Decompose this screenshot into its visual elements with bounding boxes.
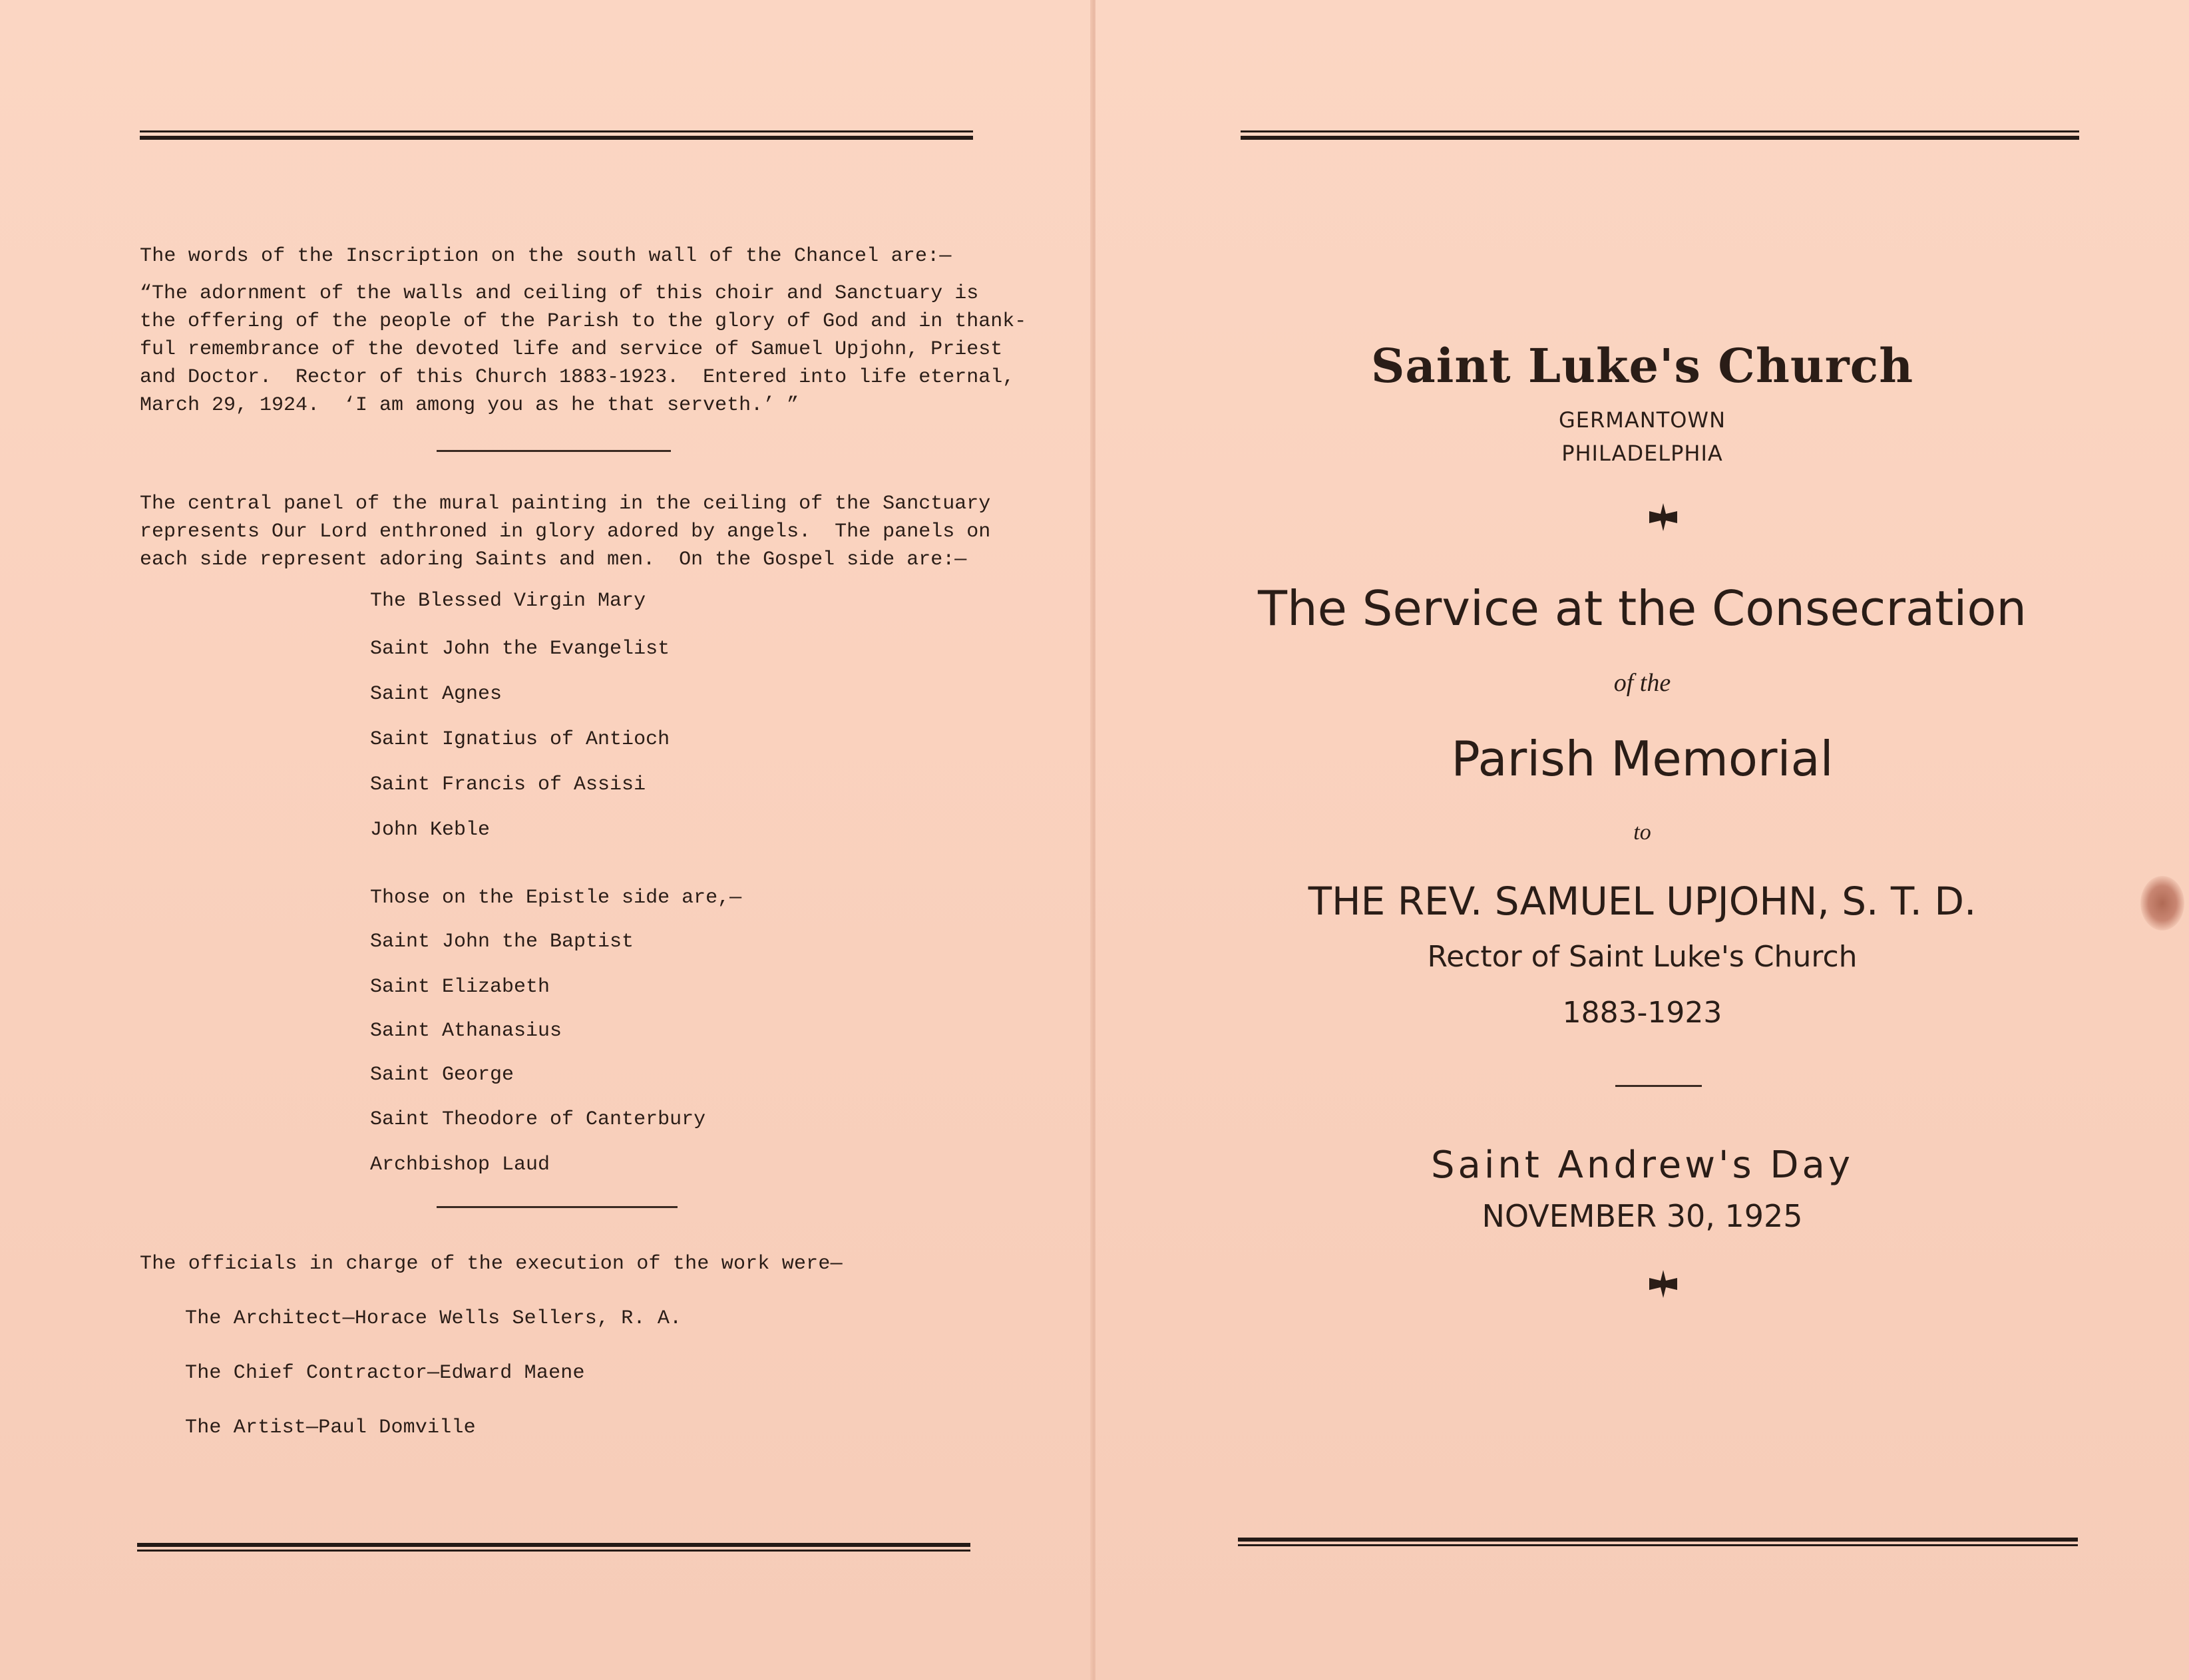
- inscription-line: March 29, 1924. ‘I am among you as he that serveth.’ ”: [140, 394, 799, 417]
- inscription-line: the offering of the people of the Parish to the glory of God and in thank-: [140, 310, 1027, 333]
- to-text: to: [1633, 820, 1651, 845]
- divider-rule: [1615, 1085, 1702, 1087]
- epistle-intro: Those on the Epistle side are,—: [370, 887, 742, 909]
- list-item: John Keble: [370, 819, 491, 841]
- bottom-double-rule-left: [137, 1543, 970, 1551]
- list-item: Saint Ignatius of Antioch: [370, 728, 670, 751]
- inscription-line: “The adornment of the walls and ceiling of this choir and Sanctuary is: [140, 282, 979, 305]
- list-item: Saint John the Baptist: [370, 931, 634, 953]
- cross-pattee-icon: [1648, 502, 1679, 532]
- mural-line: each side represent adoring Saints and men. On the Gospel side are:—: [140, 548, 967, 571]
- official-contractor: The Chief Contractor—Edward Maene: [185, 1362, 585, 1384]
- inscription-line: ful remembrance of the devoted life and service of Samuel Upjohn, Priest: [140, 338, 1003, 361]
- mural-line: The central panel of the mural painting in the ceiling of the Sanctuary: [140, 493, 991, 515]
- location-germantown: GERMANTOWN: [1559, 407, 1726, 433]
- paper-stain: [2140, 876, 2184, 931]
- feast-day: Saint Andrew's Day: [1430, 1144, 1854, 1187]
- list-item: The Blessed Virgin Mary: [370, 590, 646, 612]
- right-page: [1095, 0, 2189, 1680]
- inscription-line: and Doctor. Rector of this Church 1883-1923. Entered into life eternal,: [140, 366, 1015, 389]
- list-item: Saint Elizabeth: [370, 976, 550, 998]
- service-title: The Service at the Consecration: [1257, 580, 2027, 636]
- honoree-name: THE REV. SAMUEL UPJOHN, S. T. D.: [1308, 879, 1977, 924]
- of-the-text: of the: [1613, 669, 1671, 697]
- official-artist: The Artist—Paul Domville: [185, 1416, 476, 1439]
- rector-role: Rector of Saint Luke's Church: [1427, 940, 1858, 974]
- official-architect: The Architect—Horace Wells Sellers, R. A.: [185, 1307, 682, 1330]
- list-item: Archbishop Laud: [370, 1154, 550, 1176]
- years-served: 1883-1923: [1562, 996, 1722, 1030]
- cross-pattee-icon: [1648, 1269, 1679, 1299]
- list-item: Saint George: [370, 1064, 514, 1086]
- divider-rule: [437, 1206, 678, 1208]
- memorial-title: Parish Memorial: [1451, 731, 1834, 787]
- inscription-intro: The words of the Inscription on the south wall of the Chancel are:—: [140, 245, 952, 268]
- mural-line: represents Our Lord enthroned in glory adored by angels. The panels on: [140, 521, 991, 543]
- divider-rule: [437, 450, 671, 452]
- top-double-rule-right: [1241, 130, 2079, 138]
- mural-description: [140, 490, 990, 574]
- list-item: Saint Francis of Assisi: [370, 773, 646, 796]
- list-item: Saint Agnes: [370, 683, 502, 706]
- church-name: Saint Luke's Church: [1370, 338, 1914, 393]
- location-philadelphia: PHILADELPHIA: [1561, 441, 1723, 466]
- service-date: NOVEMBER 30, 1925: [1482, 1198, 1803, 1234]
- list-item: Saint Athanasius: [370, 1020, 562, 1042]
- left-page: [0, 0, 1093, 1680]
- inscription-text: [140, 280, 1026, 419]
- top-double-rule-left: [140, 130, 973, 138]
- officials-intro: The officials in charge of the execution of the work were—: [140, 1253, 843, 1275]
- list-item: Saint Theodore of Canterbury: [370, 1108, 706, 1131]
- list-item: Saint John the Evangelist: [370, 638, 670, 660]
- bottom-double-rule-right: [1238, 1538, 2078, 1546]
